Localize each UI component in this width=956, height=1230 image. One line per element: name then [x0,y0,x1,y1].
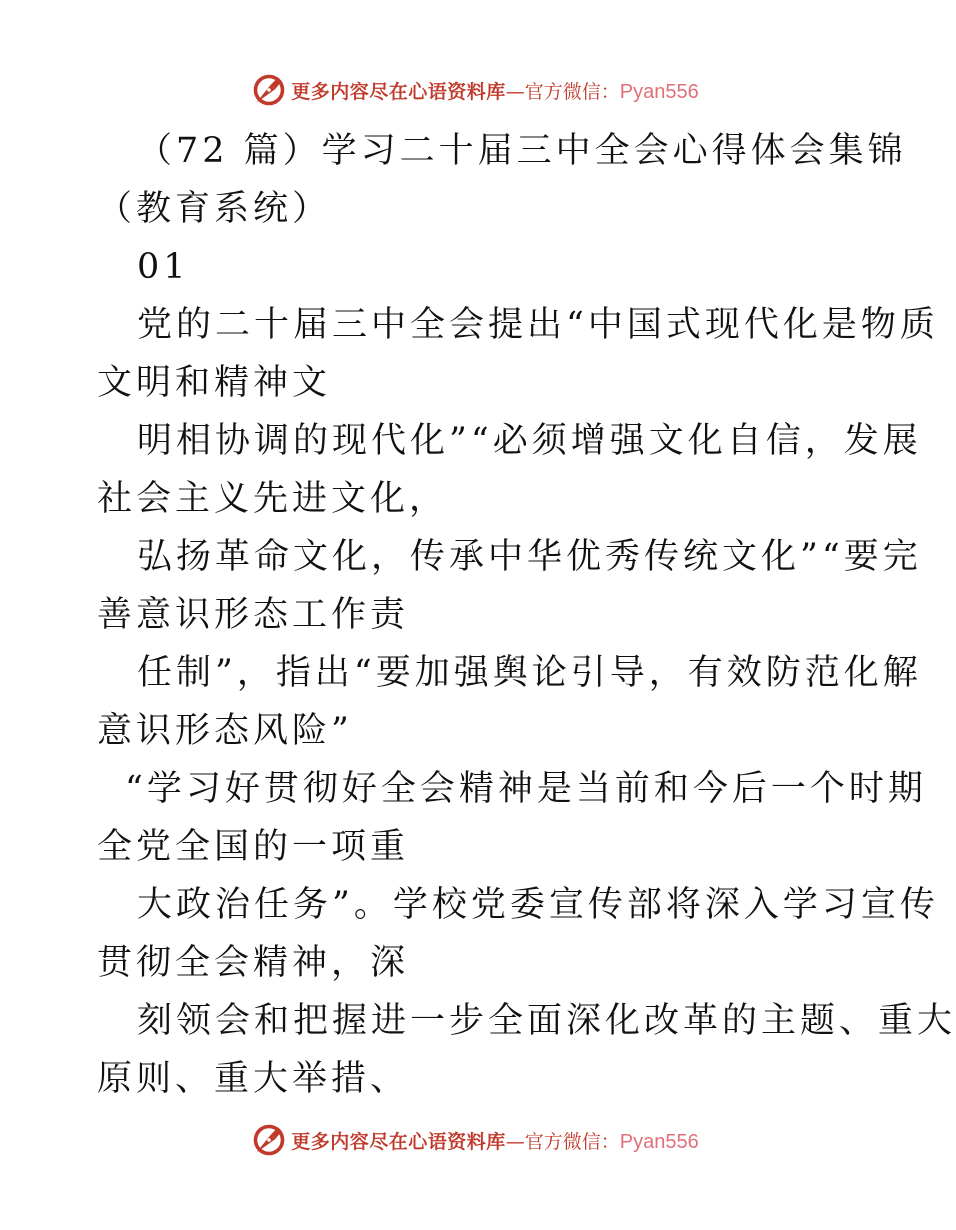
text-line: 文明和精神文 [97,363,332,403]
text-line: 意识形态风险” [97,711,353,751]
pen-logo-icon [251,72,287,108]
text-line: 全党全国的一项重 [97,827,410,867]
text-line: 原则、重大举措、 [97,1059,410,1099]
banner-brand: 更多内容尽在心语资料库 [291,80,506,103]
text-line: “学习好贯彻好全会精神是当前和今后一个时期 [125,769,927,809]
banner-wechat-id: Pyan556 [619,80,699,103]
pen-logo-icon [251,1122,287,1158]
text-line: 贯彻全会精神，深 [97,943,410,983]
header-banner [0,70,950,110]
text-line: 大政治任务”。学校党委宣传部将深入学习宣传 [137,885,939,925]
text-line: 社会主义先进文化， [97,479,449,519]
banner-separator: — [505,80,525,103]
text-line: 善意识形态工作责 [97,595,410,635]
footer-official-label: 官方微信： [524,1130,620,1153]
document-title: （72 篇）学习二十届三中全会心得体会集锦 [137,131,907,171]
footer-separator: — [505,1130,525,1153]
document-subtitle: （教育系统） [97,189,332,229]
text-line: 明相协调的现代化”“必须增强文化自信，发展 [137,421,922,461]
footer-brand: 更多内容尽在心语资料库 [291,1130,506,1153]
document-body [97,122,956,1108]
text-line: 刻领会和把握进一步全面深化改革的主题、重大 [137,1001,956,1041]
section-number: 01 [137,247,190,287]
text-line: 党的二十届三中全会提出“中国式现代化是物质 [137,305,939,345]
text-line: 弘扬革命文化，传承中华优秀传统文化”“要完 [137,537,922,577]
footer-banner [0,1120,950,1160]
footer-wechat-id: Pyan556 [619,1130,699,1153]
banner-official-label: 官方微信： [524,80,620,103]
text-line: 任制”，指出“要加强舆论引导，有效防范化解 [137,653,922,693]
